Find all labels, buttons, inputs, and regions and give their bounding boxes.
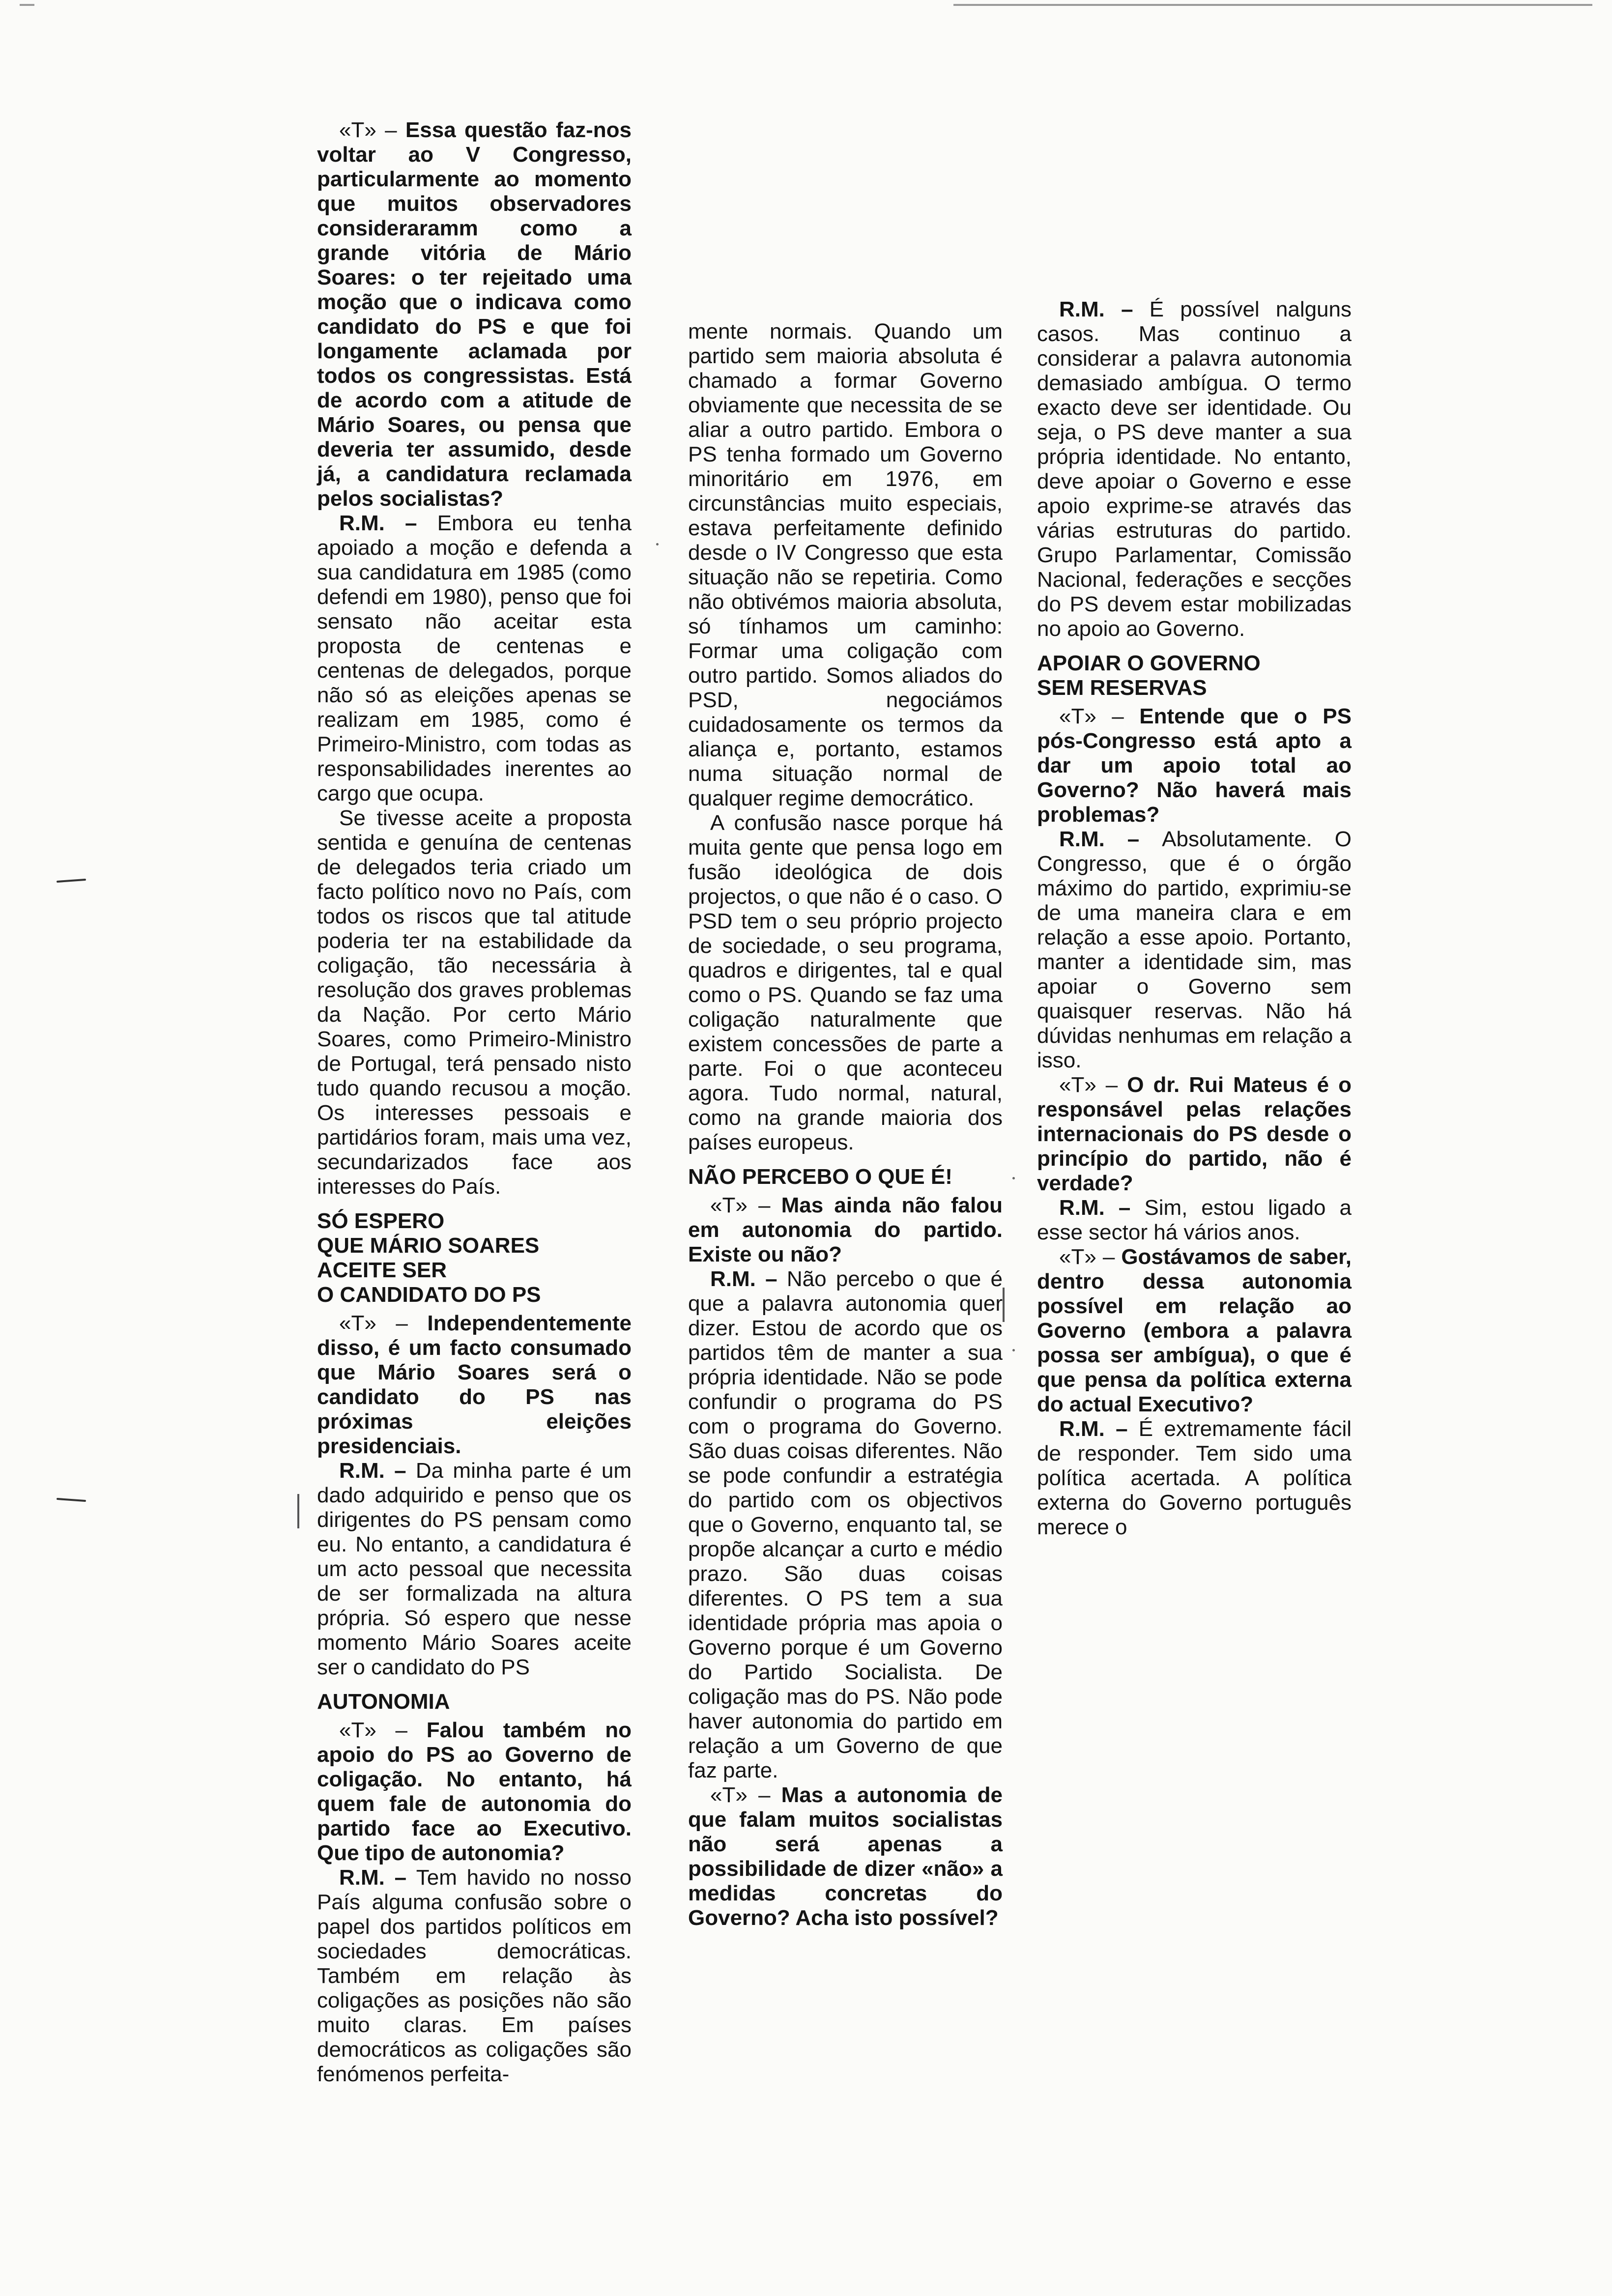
paragraph-text: Independentemente disso, é um facto consumado que Mário Soares será o candidato do PS nas próximas eleições presidenciais. bbox=[317, 1311, 632, 1458]
speaker-tag-rm: R.M. – bbox=[710, 1267, 787, 1291]
speaker-tag-t: «T» – bbox=[1059, 704, 1140, 728]
margin-dot bbox=[1012, 1177, 1015, 1179]
paragraph-text: Da minha parte é um dado adquirido e penso que os dirigentes do PS pensam como eu. No entanto, a candidatura é um acto pessoal que necessita de ser formalizada na altura própria. Só espero que nesse momento Mário Soares aceite ser o candidato do PS bbox=[317, 1459, 632, 1679]
margin-dot bbox=[656, 543, 659, 545]
section-heading bbox=[317, 1209, 632, 1307]
column-1 bbox=[317, 118, 632, 2087]
answer-paragraph bbox=[317, 511, 632, 806]
answer-paragraph bbox=[1037, 1417, 1352, 1540]
heading-line: O CANDIDATO DO PS bbox=[317, 1283, 541, 1307]
speaker-tag-t: «T» – bbox=[339, 118, 405, 142]
answer-paragraph bbox=[1037, 297, 1352, 641]
paragraph-text: Não percebo o que é que a palavra autonomia quer dizer. Estou de acordo que os partidos têm de manter a sua própria identidade. Não se pode confundir o programa do PS com o programa do Governo. São duas coisas diferentes. Não se pode confundir a estratégia do partido com os objectivos que o Governo, enquanto tal, se propõe alcançar a curto e médio prazo. São duas coisas diferentes. O PS tem a sua identidade própria mas apoia o Governo porque é um Governo do Partido Socialista. De coligação mas do PS. Não pode haver autonomia do partido em relação a um Governo de que faz parte. bbox=[688, 1267, 1003, 1782]
section-heading bbox=[1037, 651, 1352, 700]
paragraph-text: Sim, estou ligado a esse sector há vários anos. bbox=[1037, 1196, 1352, 1244]
question-paragraph bbox=[317, 1311, 632, 1459]
answer-paragraph bbox=[1037, 827, 1352, 1073]
question-paragraph bbox=[688, 1193, 1003, 1267]
section-heading bbox=[688, 1165, 1003, 1189]
margin-rule bbox=[297, 1494, 299, 1528]
paragraph-text: Gostávamos de saber, dentro dessa autonomia possível em relação ao Governo (embora a palavra possa ser ambígua), o que é que pensa da política externa do actual Executivo? bbox=[1037, 1245, 1352, 1416]
question-paragraph bbox=[1037, 1245, 1352, 1417]
paragraph-text: mente normais. Quando um partido sem maioria absoluta é chamado a formar Governo obviamente que necessita de se aliar a outro partido. Embora o PS tenha formado um Governo minoritário em 1976, em circunstâncias muito especiais, estava perfeitamente definido desde o IV Congresso que esta situação não se repetiria. Como não obtivémos maioria absoluta, só tínhamos um caminho: Formar uma coligação com outro partido. Somos aliados do PSD, negociámos cuidadosamente os termos da aliança e, portanto, estamos numa situação normal de qualquer regime democrático. bbox=[688, 319, 1003, 810]
answer-paragraph bbox=[688, 319, 1003, 811]
answer-paragraph bbox=[317, 806, 632, 1199]
margin-dot bbox=[1012, 1349, 1015, 1351]
speaker-tag-rm: R.M. – bbox=[1059, 1417, 1139, 1441]
margin-mark bbox=[57, 879, 86, 883]
speaker-tag-t: «T» – bbox=[710, 1783, 781, 1807]
margin-mark bbox=[57, 1498, 86, 1502]
top-rule-left bbox=[20, 4, 34, 6]
answer-paragraph bbox=[1037, 1196, 1352, 1245]
heading-line: ACEITE SER bbox=[317, 1258, 447, 1282]
paragraph-text: Entende que o PS pós-Congresso está apto a dar um apoio total ao Governo? Não haverá mais problemas? bbox=[1037, 704, 1352, 827]
section-heading bbox=[317, 1690, 632, 1714]
paragraph-text: Falou também no apoio do PS ao Governo de coligação. No entanto, há quem fale de autonomia do partido face ao Executivo. Que tipo de autonomia? bbox=[317, 1718, 632, 1865]
paragraph-text: Essa questão faz-nos voltar ao V Congresso, particularmente ao momento que muitos observadores consideraramm como a grande vitória de Mário Soares: o ter rejeitado uma moção que o indicava como candidato do PS e que foi longamente aclamada por todos os congressistas. Está de acordo com a atitude de Mário Soares, ou pensa que deveria ter assumido, desde já, a candidatura reclamada pelos socialistas? bbox=[317, 118, 632, 511]
paragraph-text: Se tivesse aceite a proposta sentida e genuína de centenas de delegados teria criado um facto político novo no País, com todos os riscos que tal atitude poderia ter na estabilidade da coligação, tão necessária à resolução dos graves problemas da Nação. Por certo Mário Soares, como Primeiro-Ministro de Portugal, terá pensado nisto tudo quando recusou a moção. Os interesses pessoais e partidários foram, mais uma vez, secundarizados face aos interesses do País. bbox=[317, 806, 632, 1199]
question-paragraph bbox=[317, 1718, 632, 1866]
speaker-tag-t: «T» – bbox=[1059, 1245, 1122, 1269]
paragraph-text: É extremamente fácil de responder. Tem sido uma política acertada. A política externa do Governo português merece o bbox=[1037, 1417, 1352, 1539]
heading-line: AUTONOMIA bbox=[317, 1690, 450, 1714]
question-paragraph bbox=[1037, 1073, 1352, 1196]
speaker-tag-t: «T» – bbox=[1059, 1073, 1127, 1097]
paragraph-text: Mas ainda não falou em autonomia do partido. Existe ou não? bbox=[688, 1193, 1003, 1266]
paragraph-text: A confusão nasce porque há muita gente que pensa logo em fusão ideológica de dois projectos, o que não é o caso. O PSD tem o seu próprio projecto de sociedade, o seu programa, quadros e dirigentes, tal e qual como o PS. Quando se faz uma coligação naturalmente que existem concessões de parte a parte. Foi o que aconteceu agora. Tudo normal, natural, como na grande maioria dos países europeus. bbox=[688, 811, 1003, 1154]
heading-line: APOIAR O GOVERNO bbox=[1037, 651, 1261, 675]
column-3 bbox=[1037, 297, 1352, 1540]
paragraph-text: Tem havido no nosso País alguma confusão sobre o papel dos partidos políticos em sociedades democráticas. Também em relação às coligações as posições não são muito claras. Em países democráticos as coligações são fenómenos perfeita- bbox=[317, 1866, 632, 2086]
heading-line: NÃO PERCEBO O QUE É! bbox=[688, 1165, 952, 1189]
speaker-tag-t: «T» – bbox=[710, 1193, 781, 1217]
question-paragraph bbox=[1037, 704, 1352, 827]
speaker-tag-rm: R.M. – bbox=[1059, 827, 1162, 851]
speaker-tag-rm: R.M. – bbox=[339, 511, 437, 535]
heading-line: QUE MÁRIO SOARES bbox=[317, 1234, 540, 1258]
question-paragraph bbox=[688, 1783, 1003, 1930]
speaker-tag-rm: R.M. – bbox=[339, 1459, 416, 1483]
answer-paragraph bbox=[317, 1866, 632, 2087]
answer-paragraph bbox=[688, 1267, 1003, 1783]
speaker-tag-t: «T» – bbox=[339, 1311, 428, 1335]
top-rule-right bbox=[953, 4, 1592, 6]
answer-paragraph bbox=[317, 1459, 632, 1680]
paragraph-text: Mas a autonomia de que falam muitos socialistas não será apenas a possibilidade de dizer «não» a medidas concretas do Governo? Acha isto possível? bbox=[688, 1783, 1003, 1930]
heading-line: SEM RESERVAS bbox=[1037, 676, 1207, 700]
paragraph-text: Embora eu tenha apoiado a moção e defenda a sua candidatura em 1985 (como defendi em 1980), penso que foi sensato não aceitar esta proposta de centenas e centenas de delegados, porque não só as eleições apenas se realizam em 1985, como é Primeiro-Ministro, com todas as responsabilidades inerentes ao cargo que ocupa. bbox=[317, 511, 632, 805]
margin-rule bbox=[1003, 1288, 1005, 1322]
speaker-tag-t: «T» – bbox=[339, 1718, 427, 1742]
paragraph-text: O dr. Rui Mateus é o responsável pelas relações internacionais do PS desde o princípio do partido, não é verdade? bbox=[1037, 1073, 1352, 1195]
paragraph-text: Absolutamente. O Congresso, que é o órgão máximo do partido, exprimiu-se de uma maneira clara e em relação a esse apoio. Portanto, manter a identidade sim, mas apoiar o Governo sem quaisquer reservas. Não há dúvidas nenhumas em relação a isso. bbox=[1037, 827, 1352, 1072]
speaker-tag-rm: R.M. – bbox=[1059, 1196, 1145, 1220]
column-2 bbox=[688, 319, 1003, 1930]
heading-line: SÓ ESPERO bbox=[317, 1209, 445, 1233]
speaker-tag-rm: R.M. – bbox=[1059, 297, 1150, 321]
speaker-tag-rm: R.M. – bbox=[339, 1866, 416, 1890]
paragraph-text: É possível nalguns casos. Mas continuo a considerar a palavra autonomia demasiado ambígua. O termo exacto deve ser identidade. Ou seja, o PS deve manter a sua própria identidade. No entanto, deve apoiar o Governo e esse apoio exprime-se através das várias estruturas do partido. Grupo Parlamentar, Comissão Nacional, federações e secções do PS devem estar mobilizadas no apoio ao Governo. bbox=[1037, 297, 1352, 641]
question-paragraph bbox=[317, 118, 632, 511]
answer-paragraph bbox=[688, 811, 1003, 1155]
